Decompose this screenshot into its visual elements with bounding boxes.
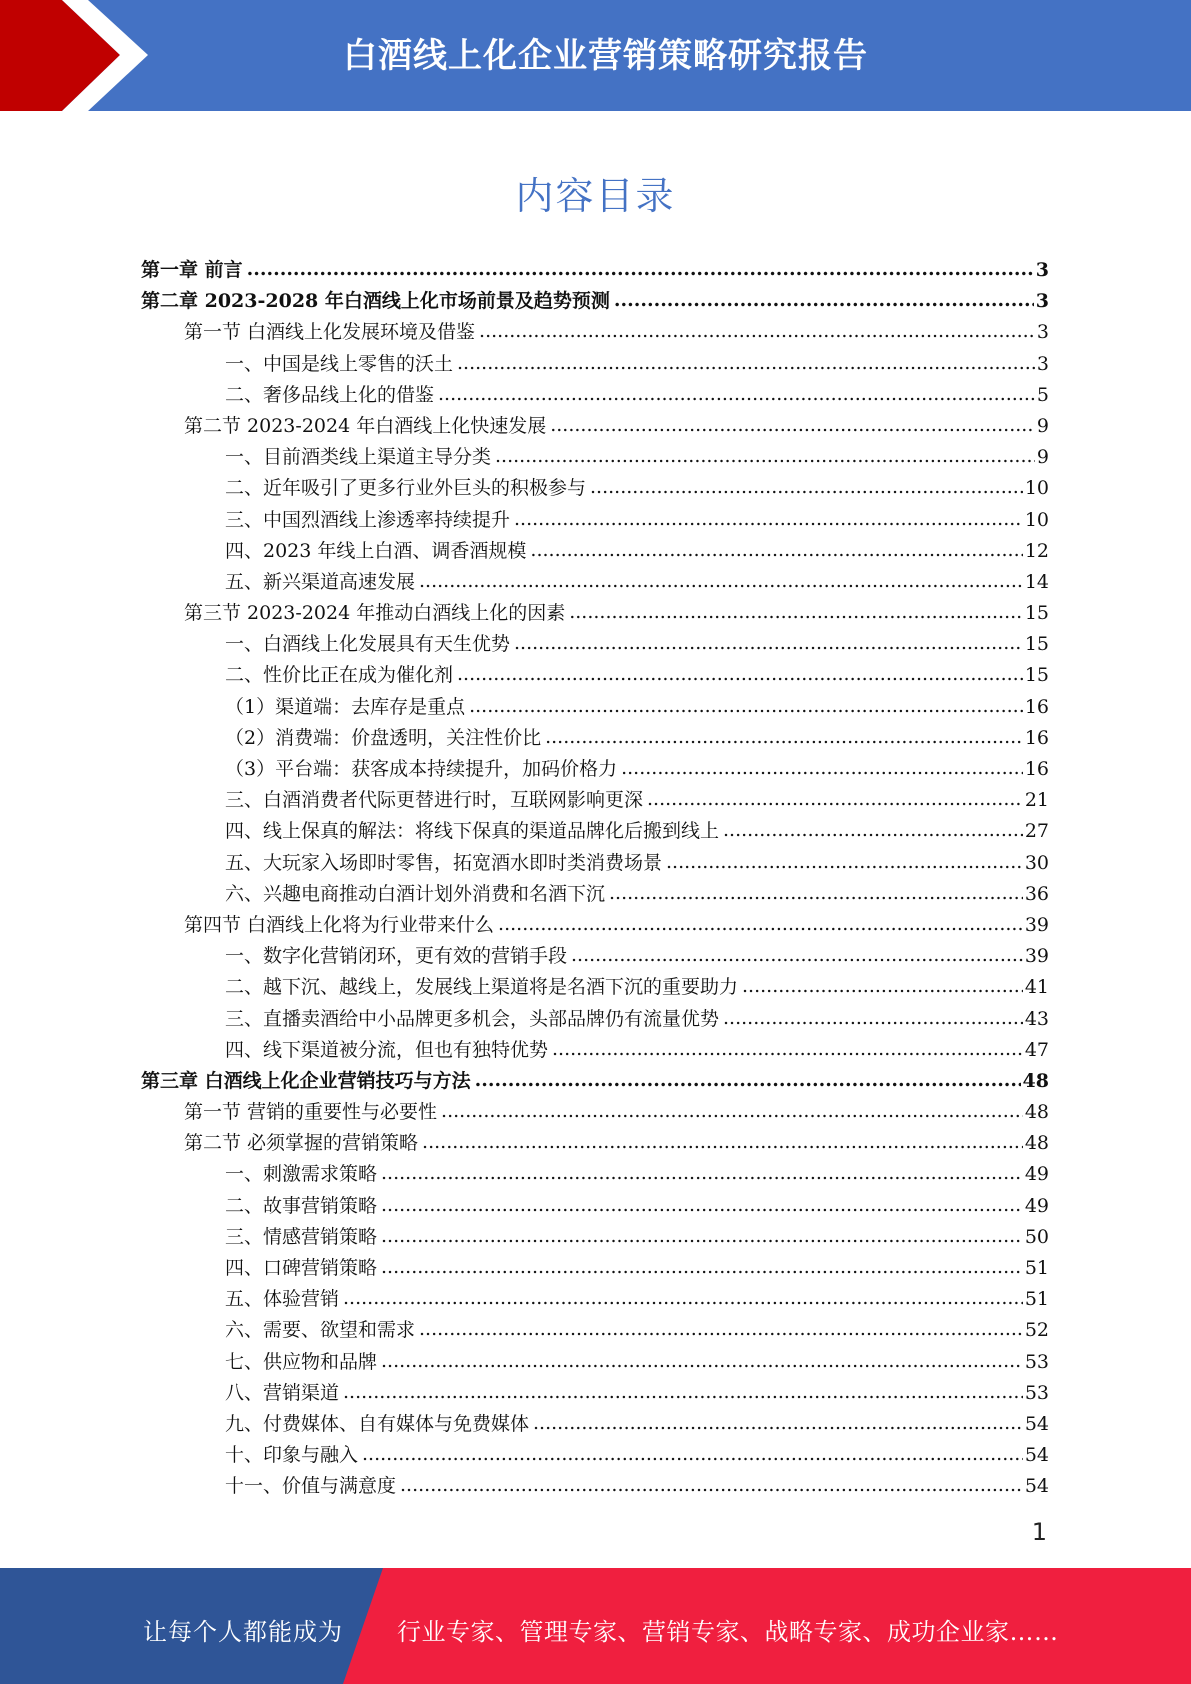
toc-entry[interactable] [141, 972, 1049, 1003]
toc-entry[interactable] [141, 536, 1049, 567]
toc-entry[interactable] [141, 317, 1049, 348]
toc-dot-leader [457, 659, 1023, 690]
toc-entry[interactable] [141, 349, 1049, 380]
toc-entry[interactable] [141, 1097, 1049, 1128]
toc-entry-page: 27 [1024, 820, 1049, 843]
toc-entry-title: 三、情感营销策略 [225, 1225, 378, 1248]
toc-dot-leader [621, 753, 1023, 784]
toc-dot-leader [381, 1190, 1023, 1221]
toc-entry-page: 49 [1024, 1163, 1049, 1186]
page-number: 1 [1031, 1518, 1047, 1546]
toc-entry-title: 六、兴趣电商推动白酒计划外消费和名酒下沉 [225, 882, 606, 905]
toc-entry[interactable] [141, 505, 1049, 536]
toc-entry-title: 九、付费媒体、自有媒体与免费媒体 [225, 1412, 530, 1435]
toc-entry-page: 30 [1024, 851, 1049, 874]
toc-dot-leader [514, 628, 1023, 659]
toc-entry-title: 第四节 白酒线上化将为行业带来什么 [184, 913, 495, 936]
toc-entry[interactable] [141, 1253, 1049, 1284]
toc-entry[interactable] [141, 660, 1049, 691]
toc-entry[interactable] [141, 723, 1049, 754]
toc-dot-leader [498, 909, 1023, 940]
toc-entry-page: 21 [1024, 789, 1049, 812]
toc-entry-title: 一、中国是线上零售的沃土 [225, 352, 454, 375]
toc-dot-leader [533, 1408, 1023, 1439]
toc-entry-title: 五、体验营销 [225, 1288, 340, 1311]
toc-dot-leader [479, 316, 1035, 347]
toc-dot-leader [647, 784, 1023, 815]
toc-entry-page: 16 [1024, 726, 1049, 749]
toc-entry-title: 第三章 白酒线上化企业营销技巧与方法 [141, 1069, 471, 1092]
toc-entry[interactable] [141, 1471, 1049, 1502]
toc-entry-title: 一、目前酒类线上渠道主导分类 [225, 446, 492, 469]
toc-entry-title: 二、近年吸引了更多行业外巨头的积极参与 [225, 477, 587, 500]
toc-entry[interactable] [141, 941, 1049, 972]
toc-entry[interactable] [141, 1159, 1049, 1190]
toc-entry-title: （2）消费端：价盘透明，关注性价比 [225, 726, 542, 749]
toc-entry-page: 3 [1035, 259, 1049, 281]
toc-entry-page: 53 [1024, 1381, 1049, 1404]
toc-entry-title: 第一节 营销的重要性与必要性 [184, 1101, 438, 1124]
toc-entry-page: 52 [1024, 1319, 1049, 1342]
toc-entry[interactable] [141, 848, 1049, 879]
toc-entry-title: （1）渠道端：去库存是重点 [225, 695, 466, 718]
toc-dot-leader [550, 410, 1035, 441]
toc-entry-page: 54 [1024, 1412, 1049, 1435]
toc-entry-title: 三、白酒消费者代际更替进行时，互联网影响更深 [225, 789, 644, 812]
toc-entry[interactable] [141, 629, 1049, 660]
toc-entry-title: 二、故事营销策略 [225, 1194, 378, 1217]
toc-entry[interactable] [141, 567, 1049, 598]
toc-entry[interactable] [141, 1409, 1049, 1440]
toc-entry-title: 六、需要、欲望和需求 [225, 1319, 416, 1342]
toc-dot-leader [545, 722, 1023, 753]
toc-dot-leader [441, 1096, 1023, 1127]
toc-entry-page: 3 [1036, 321, 1049, 344]
toc-entry-page: 54 [1024, 1444, 1049, 1467]
toc-dot-leader [343, 1377, 1023, 1408]
toc-entry[interactable] [141, 754, 1049, 785]
toc-entry-page: 47 [1024, 1038, 1049, 1061]
toc-entry-page: 43 [1024, 1007, 1049, 1030]
toc-dot-leader [438, 379, 1035, 410]
toc-entry[interactable] [141, 442, 1049, 473]
toc-entry[interactable] [141, 1347, 1049, 1378]
toc-entry-page: 51 [1024, 1288, 1049, 1311]
toc-entry-title: 四、2023 年线上白酒、调香酒规模 [225, 539, 527, 562]
toc-entry[interactable] [141, 692, 1049, 723]
toc-entry-title: 五、大玩家入场即时零售，拓宽酒水即时类消费场景 [225, 851, 663, 874]
toc-dot-leader [381, 1252, 1023, 1283]
toc-entry-title: 三、中国烈酒线上渗透率持续提升 [225, 508, 511, 531]
toc-entry[interactable] [141, 785, 1049, 816]
toc-entry-page: 39 [1024, 945, 1049, 968]
toc-entry-page: 48 [1024, 1132, 1049, 1155]
toc-entry-page: 50 [1024, 1225, 1049, 1248]
toc-entry-page: 49 [1024, 1194, 1049, 1217]
toc-dot-leader [362, 1439, 1023, 1470]
toc-entry-title: 四、线下渠道被分流，但也有独特优势 [225, 1038, 549, 1061]
toc-entry-title: 一、数字化营销闭环，更有效的营销手段 [225, 945, 568, 968]
toc-entry-title: 第二节 2023-2024 年白酒线上化快速发展 [184, 414, 547, 437]
toc-entry[interactable] [141, 1191, 1049, 1222]
toc-entry-title: 第一节 白酒线上化发展环境及借鉴 [184, 321, 476, 344]
toc-entry-page: 16 [1024, 695, 1049, 718]
toc-entry[interactable] [141, 1066, 1049, 1097]
toc-dot-leader [381, 1221, 1023, 1252]
toc-entry[interactable] [141, 380, 1049, 411]
toc-entry-title: 四、口碑营销策略 [225, 1257, 378, 1279]
toc-entry-title: 第三节 2023-2024 年推动白酒线上化的因素 [184, 602, 566, 625]
table-of-contents [141, 255, 1049, 1503]
toc-dot-leader [381, 1158, 1023, 1189]
toc-entry-page: 3 [1035, 290, 1049, 313]
toc-entry-title: 第一章 前言 [141, 259, 243, 281]
toc-dot-leader [723, 1003, 1023, 1034]
toc-entry-page: 39 [1024, 913, 1049, 936]
toc-entry-title: 四、线上保真的解法：将线下保真的渠道品牌化后搬到线上 [225, 820, 720, 843]
toc-entry-page: 54 [1024, 1475, 1049, 1498]
toc-entry-page: 51 [1024, 1257, 1049, 1279]
toc-entry-page: 12 [1024, 539, 1049, 562]
toc-entry-page: 9 [1036, 414, 1049, 437]
toc-entry-title: 五、新兴渠道高速发展 [225, 570, 416, 593]
toc-entry[interactable] [141, 411, 1049, 442]
toc-dot-leader [422, 1127, 1023, 1158]
toc-entry[interactable] [141, 879, 1049, 910]
toc-entry-page: 48 [1022, 1069, 1049, 1092]
toc-dot-leader [723, 815, 1023, 846]
toc-entry-page: 15 [1024, 633, 1049, 656]
toc-dot-leader [381, 1346, 1023, 1377]
toc-entry-page: 15 [1024, 602, 1049, 625]
footer-banner [0, 1568, 1191, 1684]
toc-entry[interactable] [141, 473, 1049, 504]
toc-entry-title: 八、营销渠道 [225, 1381, 340, 1404]
toc-entry-title: 一、刺激需求策略 [225, 1163, 378, 1186]
toc-dot-leader [475, 1065, 1021, 1096]
toc-entry[interactable] [141, 1440, 1049, 1471]
toc-dot-leader [419, 566, 1023, 597]
toc-entry[interactable] [141, 255, 1049, 286]
toc-dot-leader [569, 597, 1023, 628]
toc-entry-page: 36 [1024, 882, 1049, 905]
toc-entry-title: （3）平台端：获客成本持续提升，加码价格力 [225, 758, 618, 780]
toc-dot-leader [400, 1470, 1023, 1501]
toc-entry-page: 16 [1024, 758, 1049, 780]
toc-entry-page: 48 [1024, 1101, 1049, 1124]
toc-dot-leader [343, 1283, 1023, 1314]
toc-entry-title: 第二章 2023-2028 年白酒线上化市场前景及趋势预测 [141, 290, 610, 313]
toc-entry[interactable] [141, 1315, 1049, 1346]
toc-entry-page: 14 [1024, 570, 1049, 593]
toc-entry-title: 十一、价值与满意度 [225, 1475, 397, 1498]
toc-heading: 内容目录 [515, 174, 676, 218]
toc-entry-title: 二、奢侈品线上化的借鉴 [225, 383, 435, 406]
toc-entry[interactable] [141, 1004, 1049, 1035]
toc-entry-title: 七、供应物和品牌 [225, 1350, 378, 1373]
toc-entry[interactable] [141, 1378, 1049, 1409]
toc-entry[interactable] [141, 1284, 1049, 1315]
toc-entry-title: 二、越下沉、越线上，发展线上渠道将是名酒下沉的重要助力 [225, 976, 739, 999]
toc-dot-leader [552, 1034, 1023, 1065]
toc-dot-leader [469, 691, 1023, 722]
toc-entry[interactable] [141, 910, 1049, 941]
toc-entry-page: 41 [1024, 976, 1049, 999]
toc-dot-leader [419, 1314, 1023, 1345]
toc-entry[interactable] [141, 1035, 1049, 1066]
toc-entry-title: 一、白酒线上化发展具有天生优势 [225, 633, 511, 656]
toc-entry-page: 5 [1036, 383, 1049, 406]
toc-entry[interactable] [141, 286, 1049, 317]
toc-dot-leader [609, 878, 1023, 909]
toc-dot-leader [457, 348, 1035, 379]
footer-slogan-right: 行业专家、管理专家、营销专家、战略专家、成功企业家…… [397, 1618, 1059, 1646]
toc-entry-page: 15 [1024, 664, 1049, 687]
toc-entry[interactable] [141, 1128, 1049, 1159]
toc-dot-leader [514, 504, 1023, 535]
toc-dot-leader [530, 535, 1022, 566]
report-title: 白酒线上化企业营销策略研究报告 [343, 36, 868, 76]
toc-dot-leader [571, 940, 1023, 971]
header-banner [0, 0, 1191, 111]
toc-entry-page: 53 [1024, 1350, 1049, 1373]
toc-dot-leader [495, 441, 1035, 472]
toc-entry[interactable] [141, 816, 1049, 847]
toc-entry-title: 二、性价比正在成为催化剂 [225, 664, 454, 687]
toc-entry-title: 三、直播卖酒给中小品牌更多机会，头部品牌仍有流量优势 [225, 1007, 720, 1030]
toc-entry-page: 9 [1036, 446, 1049, 469]
footer-slogan-left: 让每个人都能成为 [143, 1618, 343, 1646]
toc-entry-title: 第二节 必须掌握的营销策略 [184, 1132, 419, 1155]
toc-dot-leader [247, 254, 1034, 285]
toc-entry-title: 十、印象与融入 [225, 1444, 359, 1467]
toc-entry-page: 3 [1036, 352, 1049, 375]
toc-entry[interactable] [141, 598, 1049, 629]
toc-dot-leader [590, 472, 1023, 503]
toc-entry-page: 10 [1024, 477, 1049, 500]
toc-dot-leader [742, 971, 1023, 1002]
toc-dot-leader [614, 285, 1034, 316]
toc-dot-leader [666, 847, 1023, 878]
toc-entry[interactable] [141, 1222, 1049, 1253]
toc-entry-page: 10 [1024, 508, 1049, 531]
